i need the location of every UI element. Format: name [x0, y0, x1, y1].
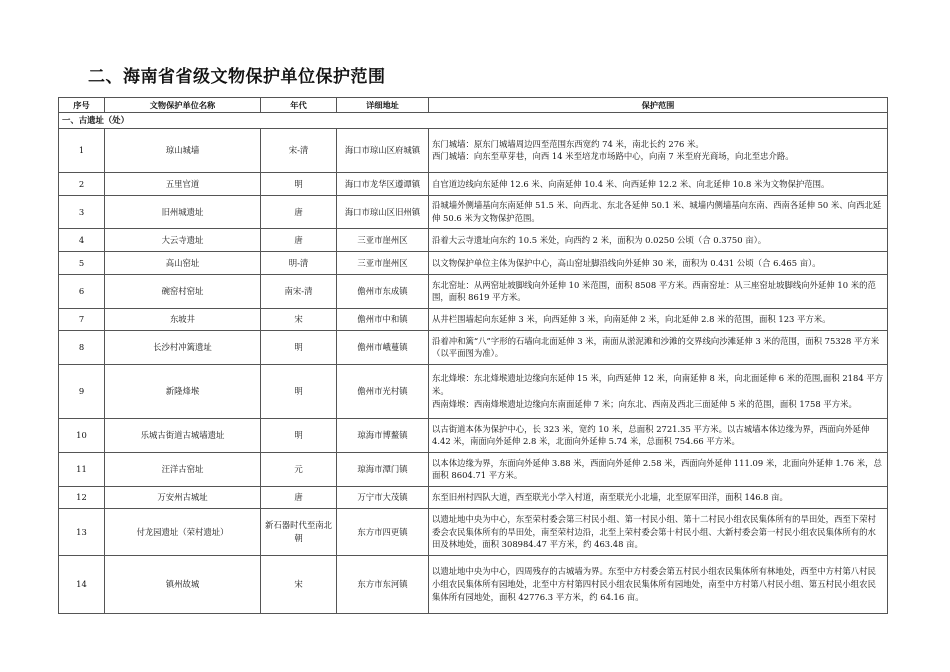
- table-row: [59, 251, 888, 274]
- site-name: 汪洋古窑址: [105, 452, 261, 486]
- section-row: [59, 113, 888, 129]
- site-era: 元: [261, 452, 337, 486]
- table-header-row: [59, 98, 888, 113]
- table-row: [59, 195, 888, 228]
- protection-scope: [429, 128, 888, 172]
- site-era: 宋-清: [261, 128, 337, 172]
- site-address: 海口市琼山区府城镇: [337, 128, 429, 172]
- site-era: 新石器时代至南北朝: [261, 508, 337, 555]
- site-address: 琼海市博鳌镇: [337, 418, 429, 452]
- protection-scope: [429, 228, 888, 251]
- protection-scope-line: 从井栏围墙起向东延伸 3 米，向西延伸 3 米，向南延伸 2 米，向北延伸 2.8 米的范围，面积 123 平方米。: [432, 314, 831, 325]
- header-name: 文物保护单位名称: [105, 98, 261, 113]
- site-name: 旧州城遗址: [105, 195, 261, 228]
- row-number: 11: [59, 452, 105, 486]
- table-row: [59, 486, 888, 508]
- section-title: 一、古遗址（处）: [59, 113, 888, 129]
- row-number: 5: [59, 251, 105, 274]
- site-address: 海口市龙华区遵谭镇: [337, 172, 429, 195]
- header-address: 详细地址: [337, 98, 429, 113]
- site-era: 明: [261, 172, 337, 195]
- row-number: 2: [59, 172, 105, 195]
- row-number: 9: [59, 364, 105, 418]
- site-address: 琼海市潭门镇: [337, 452, 429, 486]
- site-name: 付龙园遗址（荣村遗址）: [105, 508, 261, 555]
- row-number: 13: [59, 508, 105, 555]
- protection-scope: [429, 555, 888, 613]
- table-row: [59, 555, 888, 613]
- protection-range-table: [58, 97, 888, 614]
- protection-scope-line: 沿着冲和篱“八”字形的石墙向北面延伸 3 米，南面从淤泥滩和沙滩的交界线向沙滩延伸 3 米的范围，面积 75328 平方米（以平面图为准）。: [432, 335, 880, 359]
- protection-scope-line: 沿着大云寺遗址向东约 10.5 米处，向西约 2 米，面积为 0.0250 公顷（合 0.3750 亩）。: [432, 234, 767, 245]
- site-address: 海口市琼山区旧州镇: [337, 195, 429, 228]
- table-row: [59, 128, 888, 172]
- site-era: 宋: [261, 308, 337, 330]
- site-address: 儋州市峨蔓镇: [337, 330, 429, 364]
- protection-scope-line: 以文物保护单位主体为保护中心，高山窑址脚沿线向外延伸 30 米，面积为 0.431 公顷（合 6.465 亩）。: [432, 257, 821, 268]
- row-number: 7: [59, 308, 105, 330]
- table-row: [59, 364, 888, 418]
- page-title: 二、海南省省级文物保护单位保护范围: [88, 67, 386, 87]
- protection-scope-line: 东门城墙：原东门城墙周边四至范围东西宽约 74 米，南北长约 276 米。: [432, 138, 704, 149]
- protection-scope: [429, 364, 888, 418]
- site-era: 唐: [261, 228, 337, 251]
- site-name: 东坡井: [105, 308, 261, 330]
- protection-scope: [429, 486, 888, 508]
- protection-scope-line: 以本体边缘为界，东面向外延伸 3.88 米，西面向外延伸 2.58 米，西面向外延伸 111.09 米，北面向外延伸 1.76 米，总面积 8604.71 平方米。: [432, 457, 882, 481]
- protection-scope: [429, 508, 888, 555]
- site-name: 镇州故城: [105, 555, 261, 613]
- header-scope: 保护范围: [429, 98, 888, 113]
- protection-scope-line: 以遗址地中央为中心，东至荣村委会第三村民小组、第一村民小组、第十二村民小组农民集体所有的旱田处，西至下荣村委会农民集体所有的旱田处，南至荣村边沿，北至上荣村委会第十村民小组、大新村委会第一村民小组农民集体所有的水田及林地处，面积 308984.47 平方米，约 463.48 亩。: [432, 513, 876, 550]
- protection-scope-line: 以遗址地中央为中心，四周残存的古城墙为界。东至中方村委会第五村民小组农民集体所有林地处，西至中方村第八村民小组农民集体所有园地处，北至中方村第四村民小组农民集体所有园地处，南至中方村第八村民小组、第五村民小组农民集体所有园地处，面积 42776.3 平方米，约 64.16 亩。: [432, 566, 876, 602]
- row-number: 3: [59, 195, 105, 228]
- row-number: 10: [59, 418, 105, 452]
- protection-scope: [429, 330, 888, 364]
- table-row: [59, 452, 888, 486]
- protection-scope: [429, 172, 888, 195]
- site-era: 唐: [261, 195, 337, 228]
- site-name: 新隆烽堠: [105, 364, 261, 418]
- site-address: 儋州市东成镇: [337, 274, 429, 308]
- site-name: 琼山城墙: [105, 128, 261, 172]
- site-address: 儋州市光村镇: [337, 364, 429, 418]
- site-address: 儋州市中和镇: [337, 308, 429, 330]
- site-era: 明: [261, 364, 337, 418]
- table-row: [59, 330, 888, 364]
- site-name: 长沙村冲篱遗址: [105, 330, 261, 364]
- protection-scope-line: 东北烽堠：东北烽堠遗址边缘向东延伸 15 米，向西延伸 12 米，向南延伸 8 米，向北面延伸 6 米的范围,面积 2184 平方米。: [432, 373, 884, 397]
- protection-scope: [429, 251, 888, 274]
- header-era: 年代: [261, 98, 337, 113]
- table-row: [59, 228, 888, 251]
- protection-scope-line: 东至旧州村四队大道，西至联光小学入村道，南至联光小北墙，北至原军田洋，面积 146.8 亩。: [432, 492, 788, 503]
- site-address: 东方市东河镇: [337, 555, 429, 613]
- site-era: 唐: [261, 486, 337, 508]
- site-address: 三亚市崖州区: [337, 251, 429, 274]
- site-address: 东方市四更镇: [337, 508, 429, 555]
- table-row: [59, 308, 888, 330]
- table-row: [59, 172, 888, 195]
- protection-scope-line: 西门城墙：向东至草芽巷，向西 14 米至培龙市场路中心，向南 7 米至府光商场，向北至忠介路。: [432, 151, 794, 162]
- row-number: 12: [59, 486, 105, 508]
- protection-scope: [429, 452, 888, 486]
- site-name: 碗窑村窑址: [105, 274, 261, 308]
- row-number: 6: [59, 274, 105, 308]
- row-number: 1: [59, 128, 105, 172]
- table-row: [59, 418, 888, 452]
- row-number: 8: [59, 330, 105, 364]
- protection-scope-line: 以古街道本体为保护中心，长 323 米，宽约 10 米，总面积 2721.35 平方米。以古城墙本体边缘为界，西面向外延伸 4.42 米，南面向外延伸 2.8 米，北面向外延伸 5.74 米，总面积 754.66 平方米。: [432, 423, 870, 447]
- protection-scope: [429, 195, 888, 228]
- site-era: 南宋-清: [261, 274, 337, 308]
- site-name: 五里官道: [105, 172, 261, 195]
- protection-scope: [429, 274, 888, 308]
- header-no: 序号: [59, 98, 105, 113]
- site-name: 大云寺遗址: [105, 228, 261, 251]
- site-era: 明: [261, 418, 337, 452]
- site-name: 万安州古城址: [105, 486, 261, 508]
- protection-scope-line: 自官道边线向东延伸 12.6 米、向南延伸 10.4 米、向西延伸 12.2 米、向北延伸 10.8 米为文物保护范围。: [432, 178, 830, 189]
- table-row: [59, 274, 888, 308]
- site-era: 明: [261, 330, 337, 364]
- row-number: 14: [59, 555, 105, 613]
- protection-scope: [429, 418, 888, 452]
- site-name: 乐城古街道古城墙遗址: [105, 418, 261, 452]
- site-address: 万宁市大茂镇: [337, 486, 429, 508]
- site-address: 三亚市崖州区: [337, 228, 429, 251]
- row-number: 4: [59, 228, 105, 251]
- site-era: 明-清: [261, 251, 337, 274]
- site-name: 高山窑址: [105, 251, 261, 274]
- site-era: 宋: [261, 555, 337, 613]
- protection-scope-line: 西南烽堠：西南烽堠遗址边缘向东南面延伸 7 米；向东北、西南及西北三面延伸 5 米的范围，面积 1758 平方米。: [432, 398, 857, 409]
- table-row: [59, 508, 888, 555]
- protection-scope-line: 东北窑址：从两窑址坡脚线向外延伸 10 米范围，面积 8508 平方米。西南窑址：从三座窑址坡脚线向外延伸 10 米的范围，面积 8619 平方米。: [432, 279, 876, 303]
- protection-scope: [429, 308, 888, 330]
- protection-scope-line: 沿城墙外侧墙基向东南延伸 51.5 米、向西北、东北各延伸 50.1 米、城墙内侧墙基向东南、西南各延伸 50 米、向西北延伸 50.6 米为文物保护范围。: [432, 200, 882, 223]
